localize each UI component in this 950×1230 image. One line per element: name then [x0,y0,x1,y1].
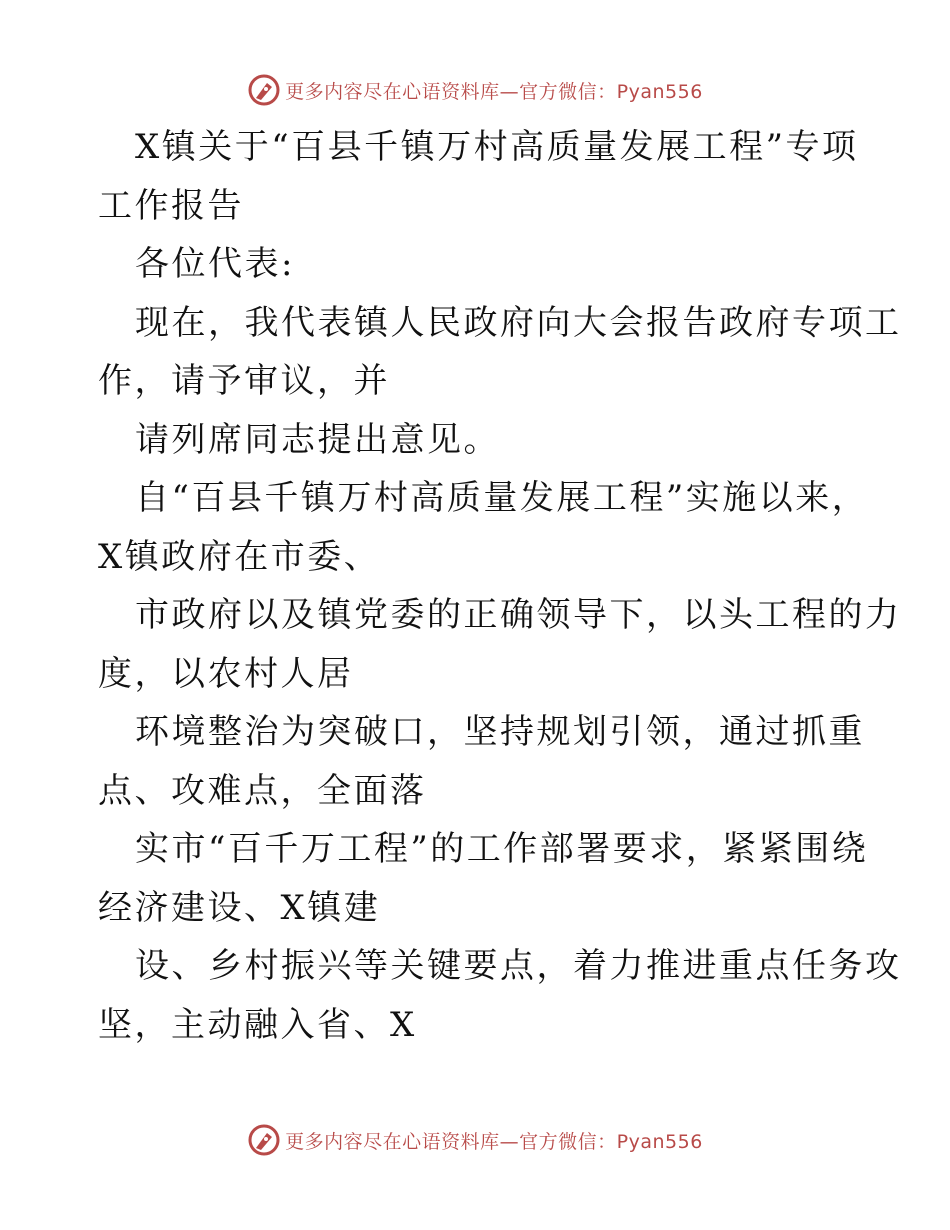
text-line: 工作报告 [98,185,244,226]
text-line: 环境整治为突破口，坚持规划引领，通过抓重 [135,712,865,752]
text-line: 设、乡村振兴等关键要点，着力推进重点任务攻 [135,946,902,986]
text-line: 坚，主动融入省、X [98,1004,417,1045]
text-line: 自“百县千镇万村高质量发展工程”实施以来， [135,478,869,518]
text-line: 点、攻难点，全面落 [98,770,427,811]
text-line: 经济建设、X镇建 [98,887,381,928]
text-line: X镇政府在市委、 [98,536,381,577]
text-line: 市政府以及镇党委的正确领导下，以头工程的力 [135,595,902,635]
footer-banner [0,1120,950,1160]
text-line: 各位代表: [135,244,295,284]
header-banner [0,70,950,110]
text-line: 现在，我代表镇人民政府向大会报告政府专项工 [135,302,902,343]
banner-text: 更多内容尽在心语资料库—官方微信：Pyan556 [285,1130,703,1153]
document-body [98,118,902,1054]
banner-text: 更多内容尽在心语资料库—官方微信：Pyan556 [285,80,703,103]
text-line: 作，请予审议，并 [98,361,390,401]
pen-nib-logo-icon [247,1123,281,1157]
text-line: 请列席同志提出意见。 [135,419,500,460]
pen-nib-logo-icon [247,73,281,107]
text-line: 实市“百千万工程”的工作部署要求，紧紧围绕 [135,829,869,869]
text-line: 度，以农村人居 [98,653,354,694]
text-line: X镇关于“百县千镇万村高质量发展工程”专项 [135,127,859,167]
